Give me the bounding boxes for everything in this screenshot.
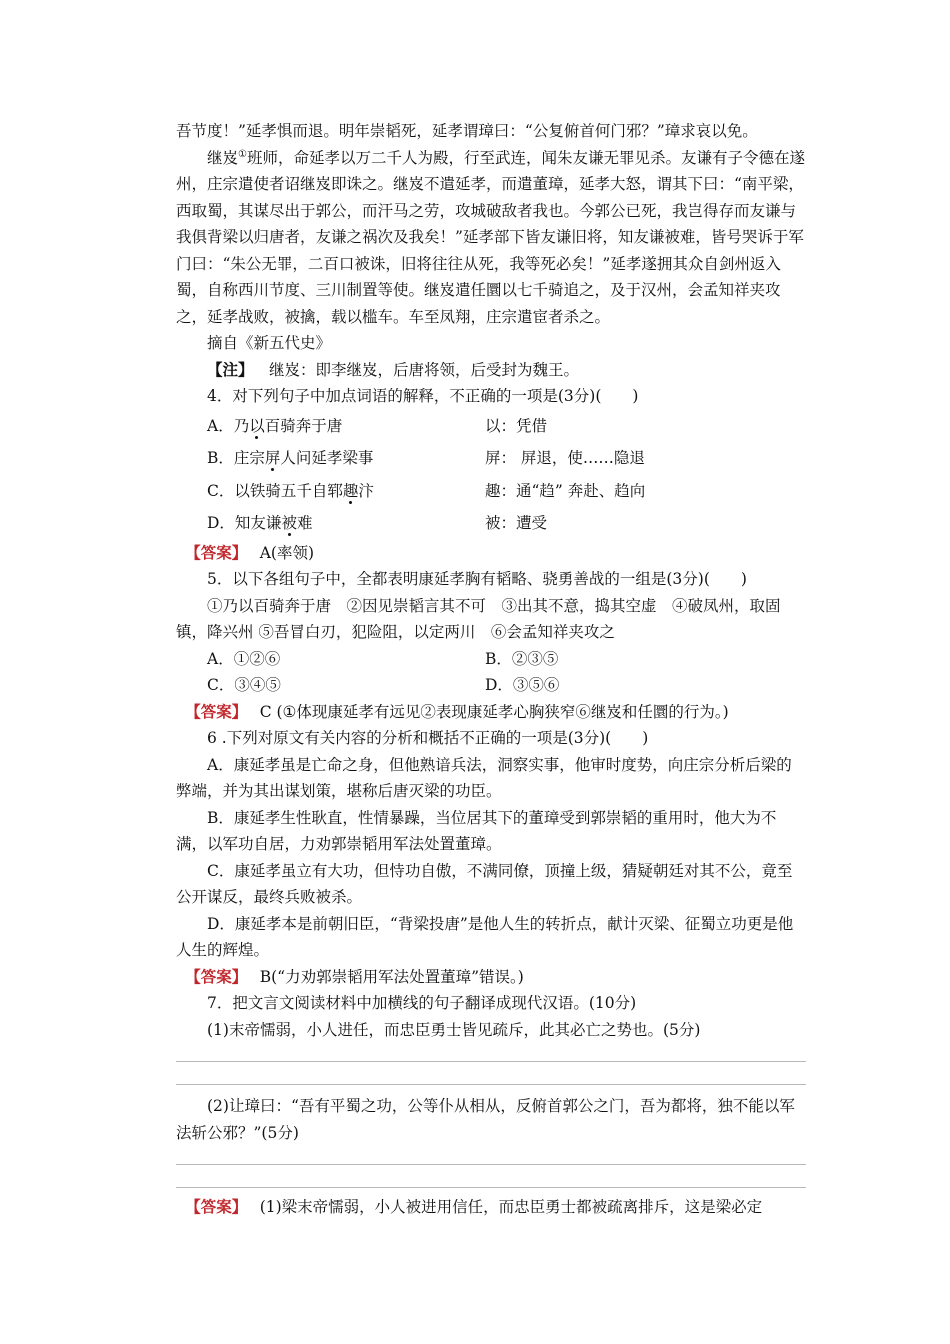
answer-label: 【答案】 <box>185 701 248 721</box>
document-content <box>176 118 806 1221</box>
answer-label: 【答案】 <box>185 1197 248 1216</box>
q5-answer <box>176 699 806 726</box>
note-label: 【注】 <box>207 359 254 379</box>
answer-text: C (①体现康延孝有远见②表现康延孝心胸狭窄⑥继岌和任圜的行为。) <box>259 702 729 721</box>
passage-paragraph-2 <box>176 145 806 331</box>
q4-option-c <box>176 475 806 508</box>
q5-option-a: A．①②⑥ <box>207 649 281 668</box>
answer-text: A(率领) <box>259 543 314 562</box>
q5-options-row-2 <box>176 672 806 699</box>
q5-option-d: D．③⑤⑥ <box>485 676 560 694</box>
q7-sub-1: (1)末帝懦弱，小人进任，而忠臣勇士皆见疏斥，此其必亡之势也。(5分) <box>207 1020 701 1039</box>
q5-stem: 5．以下各组句子中，全都表明康延孝胸有韬略、骁勇善战的一组是(3分)( ) <box>207 570 747 588</box>
q5-options-row-1 <box>176 646 806 673</box>
option-text: 汴 <box>358 481 374 500</box>
passage-source: 摘自《新五代史》 <box>207 334 332 352</box>
note-text: 继岌：即李继岌，后唐将领，后受封为魏王。 <box>269 360 580 379</box>
q6-option-d: D．康延孝本是前朝旧臣，“背梁投唐”是他人生的转折点，献计灭梁、征蜀立功更是他人生的辉煌。 <box>176 914 794 959</box>
q4-option-b-explanation: 屏： 屏退，使……隐退 <box>485 449 645 467</box>
answer-label: 【答案】 <box>185 542 248 562</box>
option-text: 人问延孝梁事 <box>280 449 374 467</box>
answer-label: 【答案】 <box>185 966 248 986</box>
answer-text: B(“力劝郭崇韬用军法处置董璋”错误。) <box>259 967 524 986</box>
passage-text: 继岌 <box>207 148 239 167</box>
q5-items: ①乃以百骑奔于唐 ②因见崇韬言其不可 ③出其不意，捣其空虚 ④破凤州，取固镇，降兴州 ⑤吾冒白刃，犯险阻，以定两川 ⑥会孟知祥夹攻之 <box>176 596 781 641</box>
dotted-word: 趣 <box>342 481 359 500</box>
q5-option-b: B．②③⑤ <box>485 649 559 668</box>
q4-answer <box>176 540 806 567</box>
passage-text: 班师，命延孝以万二千人为殿，行至武连，闻朱友谦无罪见杀。友谦有子令德在遂州，庄宗遣使者诏继岌即诛之。继岌不遣延孝，而遣董璋，延孝大怒，谓其下曰：“南平梁，西取蜀，其谋尽出于郭公，而汗马之劳，攻城破敌者我也。今郭公已死，我岂得存而友谦与我俱背梁以归唐者，友谦之祸次及我矣！”延孝部下皆友谦旧将，知友谦被难，皆号哭诉于军门曰：“朱公无罪，二百口被诛，旧将往往从死，我等死必矣！”延孝遂拥其众自剑州返入蜀，自称西川节度、三川制置等使。继岌遣任圜以七千骑追之，及于汉州，会孟知祥夹攻之，延孝战败，被擒，载以槛车。车至凤翔，庄宗遣宦者杀之。 <box>176 148 805 326</box>
option-text: 难 <box>296 514 313 532</box>
option-text: D．知友谦 <box>207 514 282 532</box>
option-text: B．庄宗 <box>207 449 265 467</box>
q4-option-b <box>176 442 806 475</box>
dotted-word: 以 <box>249 416 265 435</box>
q4-option-d <box>176 507 806 540</box>
q4-option-a-explanation: 以：凭借 <box>485 416 548 435</box>
dotted-word: 被 <box>281 514 297 532</box>
footnote-marker: ① <box>238 148 247 160</box>
dotted-word: 屏 <box>264 449 281 467</box>
option-text: 百骑奔于唐 <box>264 416 343 435</box>
q6-stem: 6 .下列对原文有关内容的分析和概括不正确的一项是(3分)( ) <box>207 729 649 747</box>
q4-option-a <box>176 410 806 443</box>
q7-stem: 7．把文言文阅读材料中加横线的句子翻译成现代汉语。(10分) <box>207 994 637 1012</box>
q6-option-c: C．康延孝虽立有大功，但恃功自傲，不满同僚，顶撞上级，猜疑朝廷对其不公，竟至公开谋反，最终兵败被杀。 <box>176 861 793 906</box>
q6-answer <box>176 964 806 991</box>
q4-option-d-explanation: 被：遭受 <box>485 514 548 532</box>
q7-answer <box>176 1194 806 1221</box>
answer-text: (1)梁末帝懦弱，小人被进用信任，而忠臣勇士都被疏离排斥，这是梁必定 <box>259 1198 763 1216</box>
q4-option-c-explanation: 趣：通“趋” 奔赴、趋向 <box>485 481 646 500</box>
option-text: C．以铁骑五千自郓 <box>207 481 343 500</box>
option-text: A．乃 <box>207 416 250 435</box>
q7-sub-2: (2)让璋曰：“吾有平蜀之功，公等仆从相从，反俯首郭公之门，吾为都将，独不能以军法斩公邪？”(5分) <box>176 1097 795 1142</box>
passage-note <box>176 357 806 384</box>
q6-option-b: B．康延孝生性耿直，性情暴躁，当位居其下的董璋受到郭崇韬的重用时，他大为不满，以军功自居，力劝郭崇韬用军法处置董璋。 <box>176 808 777 853</box>
q6-option-a: A．康延孝虽是亡命之身，但他熟谙兵法，洞察实事，他审时度势，向庄宗分析后梁的弊端，并为其出谋划策，堪称后唐灭梁的功臣。 <box>176 755 792 800</box>
q5-option-c: C．③④⑤ <box>207 676 281 694</box>
passage-line-top: 吾节度！”延孝惧而退。明年崇韬死，延孝谓璋曰：“公复俯首何门邪？”璋求哀以免。 <box>176 122 758 140</box>
q4-stem: 4．对下列句子中加点词语的解释，不正确的一项是(3分)( ) <box>207 387 639 405</box>
